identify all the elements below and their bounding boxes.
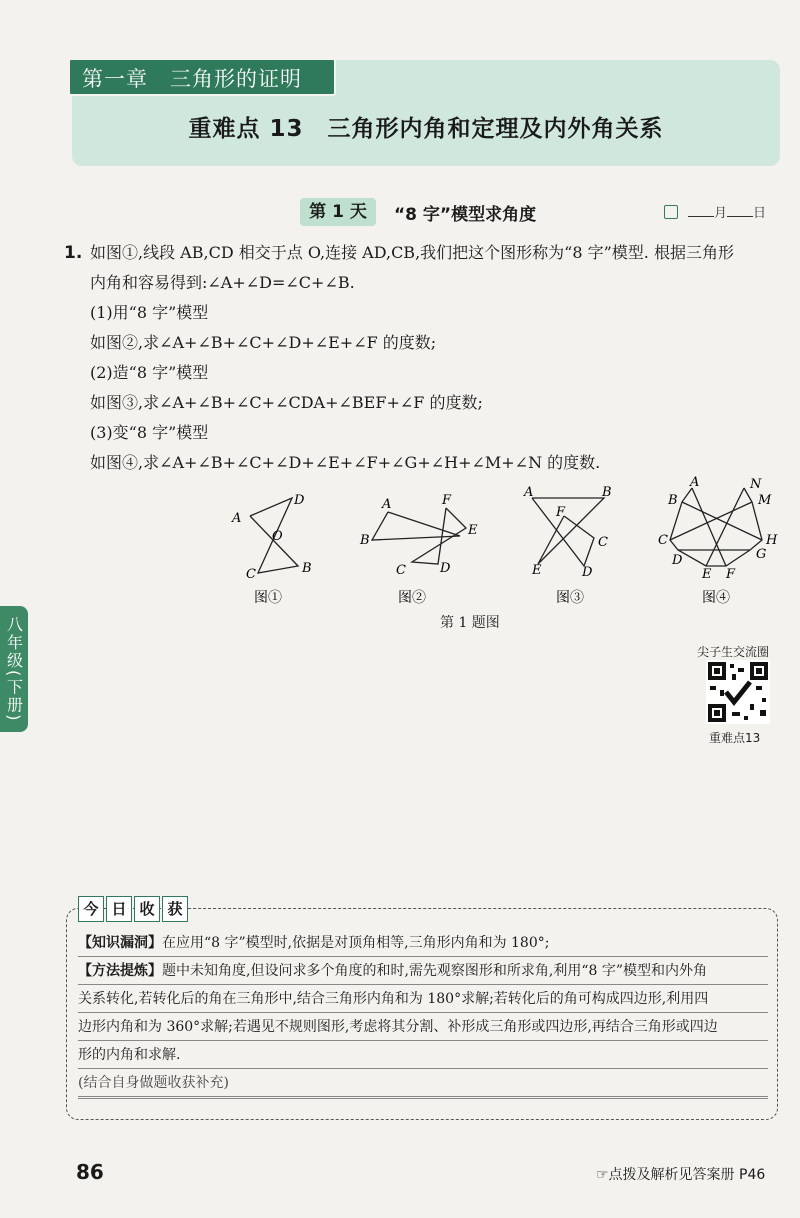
figure-4 [670, 488, 762, 566]
fig2-label: A [382, 497, 392, 512]
figure-2-labels [359, 493, 478, 606]
method-line: 关系转化,若转化后的角在三角形中,结合三角形内角和为 180°求解;若转化后的角可构成四边形,利用四 [78, 986, 768, 1013]
fig4-label: H [766, 533, 778, 548]
fig3-label: F [556, 505, 566, 520]
question-line: (2)造“8 字”模型 [90, 363, 209, 382]
figure-1-labels [231, 493, 312, 606]
fig1-label: C [246, 567, 256, 582]
figure-1-caption: 图① [254, 590, 282, 606]
fig3-label: C [598, 535, 608, 550]
figure-2 [372, 508, 466, 564]
method-tag: 【方法提炼】 [78, 963, 162, 979]
fig4-label: M [758, 493, 772, 508]
day-badge: 第 1 天 [300, 198, 376, 226]
fig4-label: B [668, 493, 678, 508]
knowledge-gap-text: 在应用“8 字”模型时,依据是对顶角相等,三角形内角和为 180°; [162, 935, 550, 951]
fig2-label: D [440, 561, 451, 576]
fig4-label: A [690, 475, 700, 490]
method-line: 形的内角和求解. [78, 1042, 768, 1069]
date-field [664, 202, 766, 221]
fig3-label: A [524, 485, 534, 500]
fig3-label: D [582, 565, 593, 580]
qr-caption: 重难点13 [709, 731, 761, 745]
fig4-label: F [726, 567, 736, 582]
harvest-badge-char: 今 [78, 896, 104, 922]
topic-title: 重难点 13 三角形内角和定理及内外角关系 [188, 116, 664, 142]
answer-reference: ☞点拨及解析见答案册 P46 [596, 1167, 766, 1183]
figure-4-caption: 图④ [702, 590, 730, 606]
supplement-line: (结合自身做题收获补充) [78, 1070, 768, 1097]
fig3-label: B [602, 485, 612, 500]
fig2-label: F [442, 493, 452, 508]
question-line: 内角和容易得到:∠A+∠D=∠C+∠B. [90, 273, 355, 292]
fig1-label: A [232, 511, 242, 526]
fig2-label: C [396, 563, 406, 578]
question-line: 如图④,求∠A+∠B+∠C+∠D+∠E+∠F+∠G+∠H+∠M+∠N 的度数. [90, 453, 601, 472]
knowledge-gap-tag: 【知识漏洞】 [78, 935, 162, 951]
fig4-label: E [702, 567, 712, 582]
method-line: 边形内角和为 360°求解;若遇见不规则图形,考虑将其分割、补形成三角形或四边形,再结合三角形或四边 [78, 1014, 768, 1041]
harvest-badge [78, 896, 188, 922]
harvest-badge-char: 日 [106, 896, 132, 922]
page-number: 86 [76, 1160, 104, 1184]
figure-3 [532, 498, 604, 566]
day-label: 日 [753, 206, 767, 221]
fig2-label: B [360, 533, 370, 548]
question-line: 如图③,求∠A+∠B+∠C+∠CDA+∠BEF+∠F 的度数; [90, 393, 483, 412]
figure-3-caption: 图③ [556, 590, 584, 606]
figure-2-caption: 图② [398, 590, 426, 606]
harvest-badge-char: 获 [162, 896, 188, 922]
fig4-label: G [756, 547, 767, 562]
fig2-label: E [468, 523, 478, 538]
question-line: (3)变“8 字”模型 [90, 423, 209, 442]
fig4-label: D [672, 553, 683, 568]
fig1-label: O [272, 529, 283, 544]
fig4-label: C [658, 533, 668, 548]
fig3-label: E [532, 563, 542, 578]
fig1-label: B [302, 561, 312, 576]
calendar-icon [664, 205, 678, 219]
question-line: (1)用“8 字”模型 [90, 303, 209, 322]
figure-main-caption: 第 1 题图 [440, 615, 500, 631]
fig1-label: D [294, 493, 305, 508]
method-text: 题中未知角度,但设问求多个角度的和时,需先观察图形和所求角,利用“8 字”模型和内外角 [162, 963, 708, 979]
chapter-title: 第一章 三角形的证明 [68, 58, 336, 96]
knowledge-gap-line [78, 930, 768, 957]
qr-code-icon[interactable] [706, 660, 770, 724]
month-label: 月 [714, 206, 728, 221]
question-number: 1. [64, 243, 83, 263]
harvest-badge-char: 收 [134, 896, 160, 922]
method-line [78, 958, 768, 985]
fig4-label: N [750, 477, 762, 492]
blank-line [78, 1098, 768, 1099]
qr-label: 尖子生交流圈 [697, 645, 770, 659]
question-line: 如图①,线段 AB,CD 相交于点 O,连接 AD,CB,我们把这个图形称为“8 字”模型. 根据三角形 [90, 243, 734, 262]
day-title: “8 字”模型求角度 [394, 205, 537, 225]
grade-side-tab: 八年级(下册) [0, 606, 28, 732]
question-line: 如图②,求∠A+∠B+∠C+∠D+∠E+∠F 的度数; [90, 333, 437, 352]
